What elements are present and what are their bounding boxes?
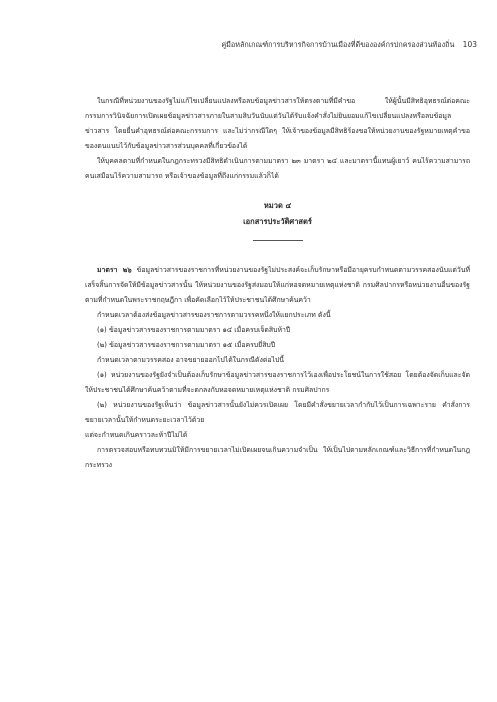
chapter-heading (85, 198, 470, 230)
section-text: ข้อมูลข่าวสารของราชการที่หน่วยงานของรัฐไม่ประสงค์จะเก็บรักษาหรือมีอายุครบกำหนดตามวรรคสองนับแต่วันที่เสร็จสิ้นการจัดให้มีข้อมูลข่าวสารนั้น ให้หน่วยงานของรัฐส่งมอบให้แก่หอจดหมายเหตุแห่งชาติ กรมศิลปากรหรือหน่วยงานอื่นของรัฐตามที่กำหนดในพระราชกฤษฎีกา เพื่อคัดเลือกไว้ให้ประชาชนได้ศึกษาค้นคว้า (85, 266, 470, 304)
line-4: กำหนดเวลาตามวรรคสอง อาจขยายออกไปได้ในกรณีดังต่อไปนี้ (97, 356, 285, 364)
document-body (85, 94, 470, 473)
chapter-title: เอกสารประวัติศาสตร์ (243, 217, 312, 226)
section-label: มาตรา ๒๖ (97, 266, 132, 274)
header-title: คู่มือหลักเกณฑ์การบริหารกิจการบ้านเมืองที่ดีขององค์กรปกครองส่วนท้องถิ่น (221, 40, 455, 49)
line-2: (๑) ข้อมูลข่าวสารของราชการตามมาตรา ๑๔ เมื่อครบเจ็ดสิบห้าปี (97, 326, 291, 334)
chapter-divider (253, 240, 303, 241)
section-paragraph (85, 263, 470, 308)
line-7: แต่จะกำหนดเกินคราวละห้าปีไม่ได้ (85, 431, 188, 439)
page-header (221, 40, 477, 51)
page-number: 103 (462, 40, 477, 49)
paragraph-1: ในกรณีที่หน่วยงานของรัฐไม่แก้ไขเปลี่ยนแปลงหรือลบข้อมูลข่าวสารให้ตรงตามที่มีคำขอ ให้ผู้นั้นมีสิทธิอุทธรณ์ต่อคณะกรรมการวินิจฉัยการเปิดเผยข้อมูลข่าวสารภายในสามสิบวันนับแต่วันได้รับแจ้งคำสั่งไม่ยินยอมแก้ไขเปลี่ยนแปลงหรือลบข้อมูลข่าวสาร โดยยื่นคำอุทธรณ์ต่อคณะกรรมการ และไม่ว่ากรณีใดๆ ให้เจ้าของข้อมูลมีสิทธิร้องขอให้หน่วยงานของรัฐหมายเหตุคำขอของตนแนบไว้กับข้อมูลข่าวสารส่วนบุคคลที่เกี่ยวข้องได้ (85, 97, 470, 150)
line-3: (๒) ข้อมูลข่าวสารของราชการตามมาตรา ๑๕ เมื่อครบยี่สิบปี (97, 341, 276, 349)
chapter-number: หมวด ๔ (263, 201, 292, 210)
line-8: การตรวจสอบหรือทบทวนมิให้มีการขยายเวลาไม่เปิดเผยจนเกินความจำเป็น ให้เป็นไปตามหลักเกณฑ์และวิธีการที่กำหนดในกฎกระทรวง (85, 446, 470, 469)
paragraph-2: ให้บุคคลตามที่กำหนดในกฎกระทรวงมีสิทธิดำเนินการตามมาตรา ๒๓ มาตรา ๒๔ และมาตรานี้แทนผู้เยาว์ คนไร้ความสามารถ คนเสมือนไร้ความสามารถ หรือเจ้าของข้อมูลที่ถึงแก่กรรมแล้วก็ได้ (85, 157, 470, 180)
line-1: กำหนดเวลาต้องส่งข้อมูลข่าวสารของราชการตามวรรคหนึ่งให้แยกประเภท ดังนี้ (97, 311, 331, 319)
line-5: (๑) หน่วยงานของรัฐยังจำเป็นต้องเก็บรักษาข้อมูลข่าวสารของราชการไว้เองเพื่อประโยชน์ในการใช้สอย โดยต้องจัดเก็บและจัดให้ประชาชนได้ศึกษาค้นคว้าตามที่จะตกลงกับหอจดหมายเหตุแห่งชาติ กรมศิลปากร (85, 371, 470, 394)
line-6: (๒) หน่วยงานของรัฐเห็นว่า ข้อมูลข่าวสารนั้นยังไม่ควรเปิดเผย โดยมีคำสั่งขยายเวลากำกับไว้เป็นการเฉพาะราย คำสั่งการขยายเวลานั้นให้กำหนดระยะเวลาไว้ด้วย (85, 401, 470, 424)
